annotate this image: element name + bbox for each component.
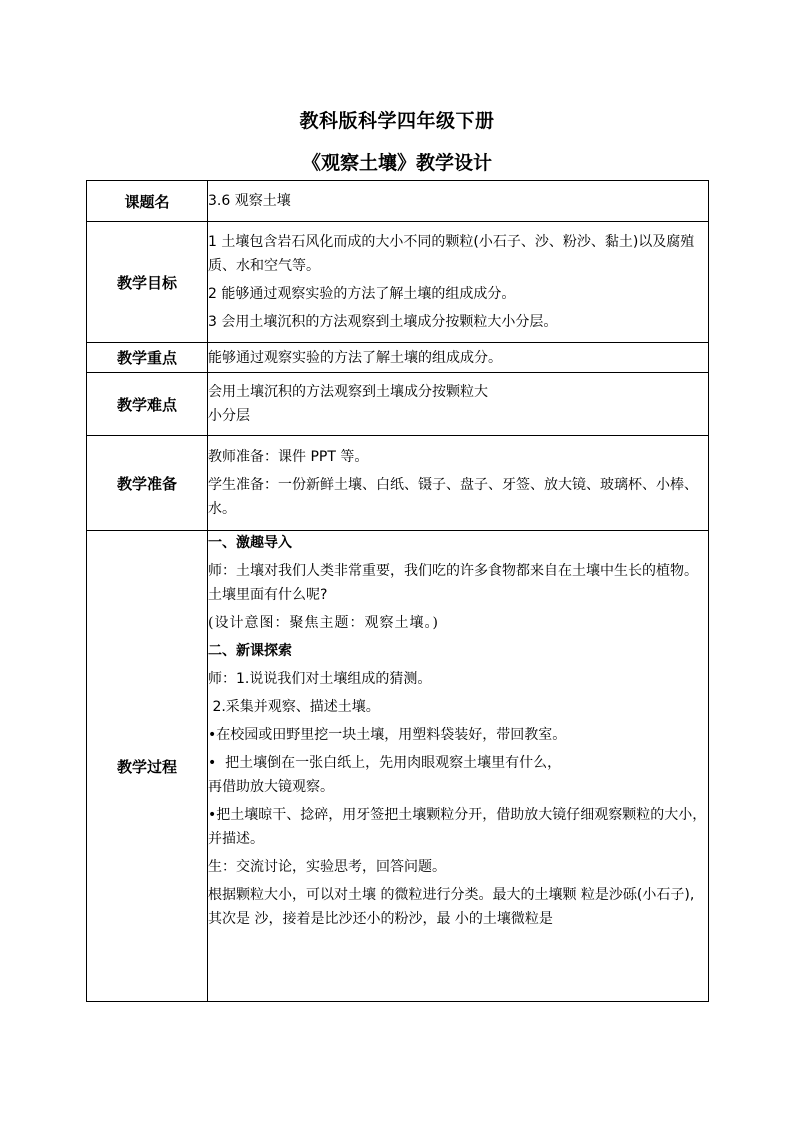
process-bullet: •在校园或田野里挖一块土壤，用塑料袋装好，带回教室。 (208, 727, 567, 743)
table-row-process (87, 531, 709, 1002)
key-points-label: 教学重点 (87, 343, 208, 373)
table-row-preparation (87, 436, 709, 531)
teacher-preparation: 教师准备：课件 PPT 等。 (208, 449, 369, 465)
difficulty-line: 小分层 (208, 408, 250, 424)
goal-item: 2 能够通过观察实验的方法了解土壤的组成成分。 (208, 286, 516, 302)
difficulties-content (208, 373, 709, 436)
table-row-key-points (87, 343, 709, 373)
process-bullet-continued: 再借助放大镜观察。 (208, 779, 334, 795)
process-step: 2.采集并观察、描述土壤。 (208, 699, 380, 715)
difficulties-label: 教学难点 (87, 373, 208, 436)
goal-item: 1 土壤包含岩石风化而成的大小不同的颗粒(小石子、沙、粉沙、黏土)以及腐殖质、水和空气等。 (208, 234, 695, 274)
section-heading-intro: 一、激趣导入 (208, 535, 292, 551)
goals-content (208, 222, 709, 343)
key-points-value: 能够通过观察实验的方法了解土壤的组成成分。 (208, 343, 709, 373)
process-label: 教学过程 (87, 531, 208, 1002)
table-row-difficulties (87, 373, 709, 436)
table-row-topic (87, 181, 709, 222)
topic-label: 课题名 (87, 181, 208, 222)
process-bullet: •把土壤晾干、捻碎，用牙签把土壤颗粒分开，借助放大镜仔细观察颗粒的大小，并描述。 (208, 807, 707, 847)
topic-value: 3.6 观察土壤 (208, 181, 709, 222)
process-paragraph: 根据颗粒大小，可以对土壤 的微粒进行分类。最大的土壤颗 粒是沙砾(小石子),其次是 沙，接着是比沙还小的粉沙，最 小的土壤微粒是 (208, 887, 695, 927)
goals-label: 教学目标 (87, 222, 208, 343)
process-bullet: • 把土壤倒在一张白纸上，先用肉眼观察土壤里有什么， (208, 755, 562, 771)
preparation-label: 教学准备 (87, 436, 208, 531)
document-subtitle: 《观察土壤》教学设计 (301, 152, 492, 174)
process-content (208, 531, 709, 1002)
student-preparation: 学生准备：一份新鲜土壤、白纸、镊子、盘子、牙签、放大镜、玻璃杯、小棒、水。 (208, 477, 698, 517)
design-intent-note: (设计意图：聚焦主题：观察土壤。) (208, 615, 439, 631)
section-heading-explore: 二、新课探索 (208, 643, 292, 659)
table-row-goals (87, 222, 709, 343)
preparation-content (208, 436, 709, 531)
goal-item: 3 会用土壤沉积的方法观察到土壤成分按颗粒大小分层。 (208, 314, 558, 330)
lesson-plan-table (86, 180, 709, 1002)
process-step: 师：1.说说我们对土壤组成的猜测。 (208, 671, 432, 687)
difficulty-line: 会用土壤沉积的方法观察到土壤成分按颗粒大 (208, 384, 488, 400)
student-response: 生：交流讨论，实验思考，回答问题。 (208, 859, 446, 875)
document-title: 教科版科学四年级下册 (299, 110, 495, 132)
process-paragraph: 师：土壤对我们人类非常重要，我们吃的许多食物都来自在土壤中生长的植物。土壤里面有什么呢? (208, 563, 698, 603)
